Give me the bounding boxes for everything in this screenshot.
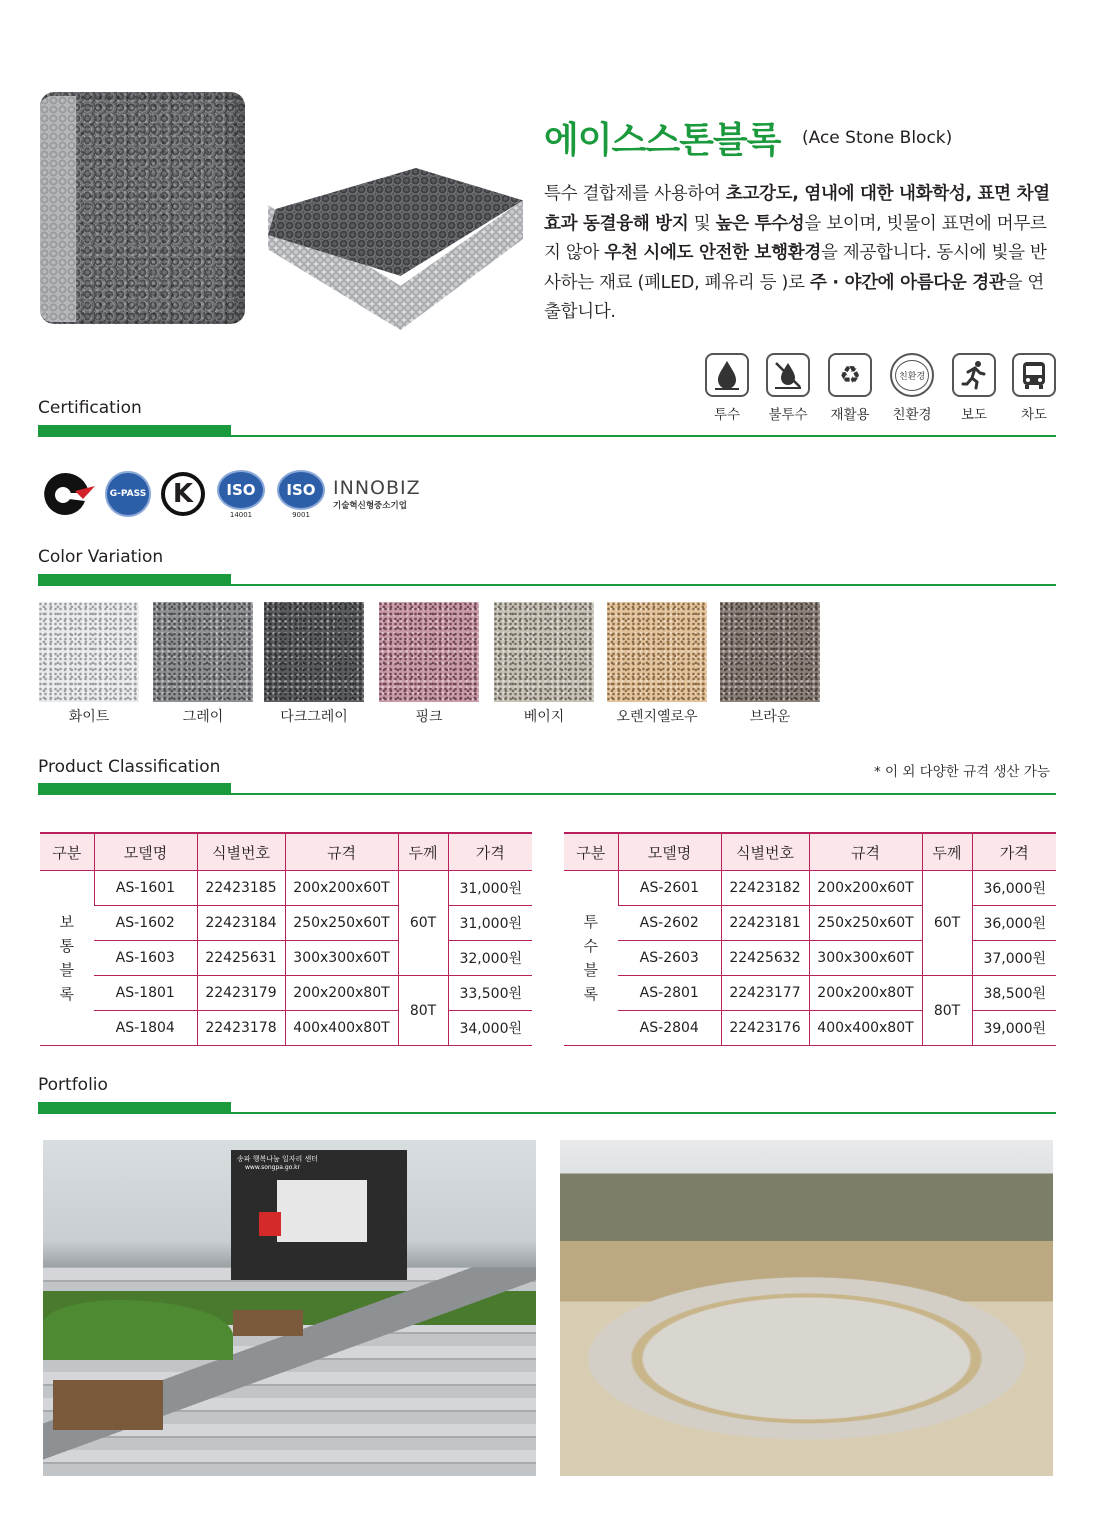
cell-spec: 200x200x60T <box>809 871 922 906</box>
table-header: 규격 <box>809 833 922 871</box>
color-swatch <box>494 602 594 702</box>
color-swatch-label: 브라운 <box>749 709 791 725</box>
category-cell: 투 수 블 록 <box>564 871 618 1046</box>
cell-spec: 200x200x80T <box>285 976 398 1011</box>
innobiz-logo: INNOBIZ 기술혁신형중소기업 <box>333 477 421 511</box>
cell-id: 22423177 <box>721 976 809 1011</box>
pedestrian-icon <box>952 353 996 397</box>
spec-note: * 이 외 다양한 규격 생산 가능 <box>874 764 1050 780</box>
cell-price: 39,000원 <box>972 1011 1056 1046</box>
cell-price: 38,500원 <box>972 976 1056 1011</box>
color-swatch <box>264 602 364 702</box>
table-row <box>40 941 532 976</box>
description-segment: 주 · 야간에 아름다운 경관 <box>809 272 1006 293</box>
table-row <box>40 1011 532 1046</box>
cell-spec: 250x250x60T <box>285 906 398 941</box>
cell-model: AS-2602 <box>618 906 721 941</box>
feature-roadway: 차도 <box>1010 353 1058 423</box>
table-header: 모델명 <box>618 833 721 871</box>
building: 송파 행복나눔 일자리 센터 www.songpa.go.kr <box>231 1150 407 1280</box>
cell-model: AS-1801 <box>94 976 197 1011</box>
cell-id: 22423185 <box>197 871 285 906</box>
description-segment: 을 제공합니다. 동시에 빛을 반사하는 재료 (폐LED, 폐유리 등 )로 <box>544 243 1047 293</box>
color-swatch-label: 핑크 <box>415 709 443 725</box>
table-row <box>564 906 1056 941</box>
description-segment: 을 연출합니다. <box>544 272 1044 322</box>
bus-icon <box>1012 353 1056 397</box>
description-segment: 우천 시에도 안전한 보행환경 <box>604 243 821 263</box>
color-swatch-label: 오렌지옐로우 <box>616 709 698 725</box>
color-swatch <box>379 602 479 702</box>
cell-spec: 400x400x80T <box>809 1011 922 1046</box>
section-line <box>38 1112 1056 1114</box>
cell-price: 36,000원 <box>972 906 1056 941</box>
feature-permeable: 투수 <box>703 353 751 423</box>
section-line <box>38 584 1056 586</box>
cell-id: 22423181 <box>721 906 809 941</box>
section-title-color-variation: Color Variation <box>38 547 164 567</box>
spec-table-permeable-block <box>564 832 1056 1046</box>
kc-logo: K <box>158 468 208 520</box>
feature-sidewalk: 보도 <box>950 353 998 423</box>
table-row <box>40 906 532 941</box>
table-header: 가격 <box>972 833 1056 871</box>
table-header: 식별번호 <box>197 833 285 871</box>
cell-price: 31,000원 <box>448 871 532 906</box>
section-title-portfolio: Portfolio <box>38 1075 108 1095</box>
table-row <box>40 871 532 906</box>
cell-id: 22425631 <box>197 941 285 976</box>
cell-thickness: 60T <box>398 871 448 976</box>
table-row <box>40 976 532 1011</box>
table-row <box>564 871 1056 906</box>
product-subtitle: (Ace Stone Block) <box>802 128 953 148</box>
cell-id: 22423176 <box>721 1011 809 1046</box>
description-segment: 및 <box>688 213 716 234</box>
table-header: 구분 <box>564 833 618 871</box>
cell-model: AS-1603 <box>94 941 197 976</box>
table-header: 두께 <box>398 833 448 871</box>
portfolio-photo-street <box>43 1140 536 1476</box>
cell-model: AS-1602 <box>94 906 197 941</box>
color-swatch-label: 화이트 <box>68 709 110 725</box>
cell-thickness: 80T <box>398 976 448 1046</box>
cell-id: 22425632 <box>721 941 809 976</box>
cell-spec: 250x250x60T <box>809 906 922 941</box>
cell-id: 22423184 <box>197 906 285 941</box>
eco-badge-icon: 친환경 <box>890 353 934 397</box>
cell-model: AS-2804 <box>618 1011 721 1046</box>
cell-model: AS-1601 <box>94 871 197 906</box>
section-line <box>38 435 1056 437</box>
table-row <box>564 1011 1056 1046</box>
cell-price: 37,000원 <box>972 941 1056 976</box>
iso-14001-logo: ISO 14001 <box>212 468 270 520</box>
description-segment: 특수 결합제를 사용하여 <box>544 184 726 204</box>
cell-price: 36,000원 <box>972 871 1056 906</box>
cell-thickness: 80T <box>922 976 972 1046</box>
table-header: 모델명 <box>94 833 197 871</box>
non-permeable-icon <box>766 353 810 397</box>
cell-spec: 200x200x60T <box>285 871 398 906</box>
color-swatch-label: 베이지 <box>523 709 565 725</box>
cell-price: 34,000원 <box>448 1011 532 1046</box>
feature-recycle: ♻ 재활용 <box>826 353 874 423</box>
cell-id: 22423179 <box>197 976 285 1011</box>
cell-price: 32,000원 <box>448 941 532 976</box>
planter-box <box>233 1310 303 1336</box>
table-row <box>564 976 1056 1011</box>
g-pass-logo: G-PASS <box>103 468 153 520</box>
color-swatch <box>607 602 707 702</box>
feature-non-permeable: 불투수 <box>764 353 812 423</box>
table-header: 가격 <box>448 833 532 871</box>
cell-spec: 400x400x80T <box>285 1011 398 1046</box>
spec-table-standard-block <box>40 832 532 1046</box>
description-segment: 초고강도, 염내에 대한 내화학성, 표면 차열효과 동결융해 방지 <box>544 184 1050 234</box>
cell-model: AS-2801 <box>618 976 721 1011</box>
table-header: 식별번호 <box>721 833 809 871</box>
cell-price: 33,500원 <box>448 976 532 1011</box>
cell-model: AS-2603 <box>618 941 721 976</box>
section-line <box>38 793 1056 795</box>
portfolio-photo-plaza <box>560 1140 1053 1476</box>
color-swatch-label: 그레이 <box>182 709 224 725</box>
table-header: 구분 <box>40 833 94 871</box>
color-swatch-label: 다크그레이 <box>280 709 348 725</box>
water-drop-icon <box>705 353 749 397</box>
cell-spec: 200x200x80T <box>809 976 922 1011</box>
table-header: 두께 <box>922 833 972 871</box>
cell-model: AS-2601 <box>618 871 721 906</box>
table-row <box>564 941 1056 976</box>
recycle-icon: ♻ <box>828 353 872 397</box>
color-swatch <box>39 602 139 702</box>
color-swatch <box>153 602 253 702</box>
description-segment: 높은 투수성 <box>715 213 805 234</box>
cell-price: 31,000원 <box>448 906 532 941</box>
g-mark-logo <box>38 468 96 520</box>
cell-thickness: 60T <box>922 871 972 976</box>
section-title-product-classification: Product Classification <box>38 757 221 777</box>
feature-eco: 친환경 친환경 <box>888 353 936 423</box>
product-title: 에이스스톤블록 <box>544 120 781 161</box>
product-description <box>544 180 1056 328</box>
cell-id: 22423178 <box>197 1011 285 1046</box>
product-image-front-side <box>40 96 76 322</box>
iso-9001-logo: ISO 9001 <box>272 468 330 520</box>
table-header: 규격 <box>285 833 398 871</box>
cell-model: AS-1804 <box>94 1011 197 1046</box>
category-cell: 보 통 블 록 <box>40 871 94 1046</box>
cell-spec: 300x300x60T <box>809 941 922 976</box>
cell-id: 22423182 <box>721 871 809 906</box>
description-segment: 을 보이며, 빗물이 표면에 머무르지 않아 <box>544 213 1047 263</box>
section-title-certification: Certification <box>38 398 142 418</box>
color-swatch <box>720 602 820 702</box>
cell-spec: 300x300x60T <box>285 941 398 976</box>
planter-box <box>53 1380 163 1430</box>
